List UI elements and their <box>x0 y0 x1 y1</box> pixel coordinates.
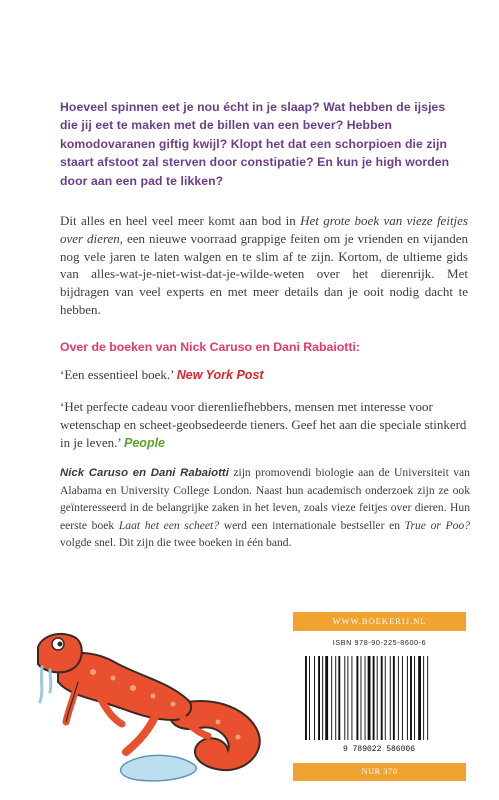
review-source-new-york-post: New York Post <box>176 368 264 382</box>
nur-label: NUR 370 <box>293 763 466 781</box>
bio-part-1: zijn promovendi biologie aan de Universiteit van Alabama en University College London. Naast hun academisch onderzoek zijn ze ook geïnteresseerd in de belangrijke zaken in het leven, zoals vieze feitjes over dieren. Hun eerste boek <box>60 466 470 532</box>
review-quote-2-text: ‘Het perfecte cadeau voor dierenliefhebbers, mensen met interesse voor wetenschap en scheet-geobsedeerde tieners. Geef het aan die speciale stinkerd in je leven.’ <box>60 399 467 450</box>
bio-book-2: True or Poo? <box>404 518 471 532</box>
isbn-text: ISBN 978-90-225-8600-6 <box>332 638 427 647</box>
barcode-icon <box>301 650 458 754</box>
reviews-heading: Over de boeken van Nick Caruso en Dani Rabaiotti: <box>60 340 360 354</box>
review-quote-1-text: ‘Een essentieel boek.’ <box>60 367 174 382</box>
author-names: Nick Caruso en Dani Rabaiotti <box>60 467 229 479</box>
author-bio <box>60 464 470 551</box>
bio-book-1: Laat het een scheet? <box>118 518 220 532</box>
description-part-1: Dit alles en heel veel meer komt aan bod in <box>60 213 301 228</box>
website-label: WWW.BOEKERIJ.NL <box>293 612 466 631</box>
bio-part-2: werd een internationale bestseller en <box>219 518 405 532</box>
barcode-digits: 9 789022 586006 <box>342 745 416 754</box>
intro-questions: Hoeveel spinnen eet je nou écht in je slaap? Wat hebben de ijsjes die jij eet te maken met de billen van een bever? Hebben komodovaranen giftig kwijl? Klopt het dat een schorpioen die zijn staart afstoot zal sterven door constipatie? En kun je high worden door aan een pad te likken? <box>60 100 450 188</box>
description-part-2: , een nieuwe voorraad grappige feiten om je vrienden en vijanden nog vele jaren te laten walgen en te slim af te zijn. Kortom, de ultieme gids van alles-wat-je-niet-wist-dat-je-wilde-weten over het dierenrijk. Met bijdragen van veel experts en met meer details dan je ooit nodig dacht te hebben. <box>60 230 468 317</box>
review-quote-1 <box>60 366 480 385</box>
review-quote-2 <box>60 398 470 452</box>
salamander-illustration <box>18 612 280 792</box>
book-title-italic: Het grote boek van vieze feitjes over dieren <box>60 213 468 246</box>
review-source-people: People <box>124 435 166 450</box>
bio-part-3: volgde snel. Dit zijn die twee boeken in één band. <box>60 535 292 549</box>
description-paragraph <box>60 212 468 319</box>
barcode-area <box>293 612 466 787</box>
